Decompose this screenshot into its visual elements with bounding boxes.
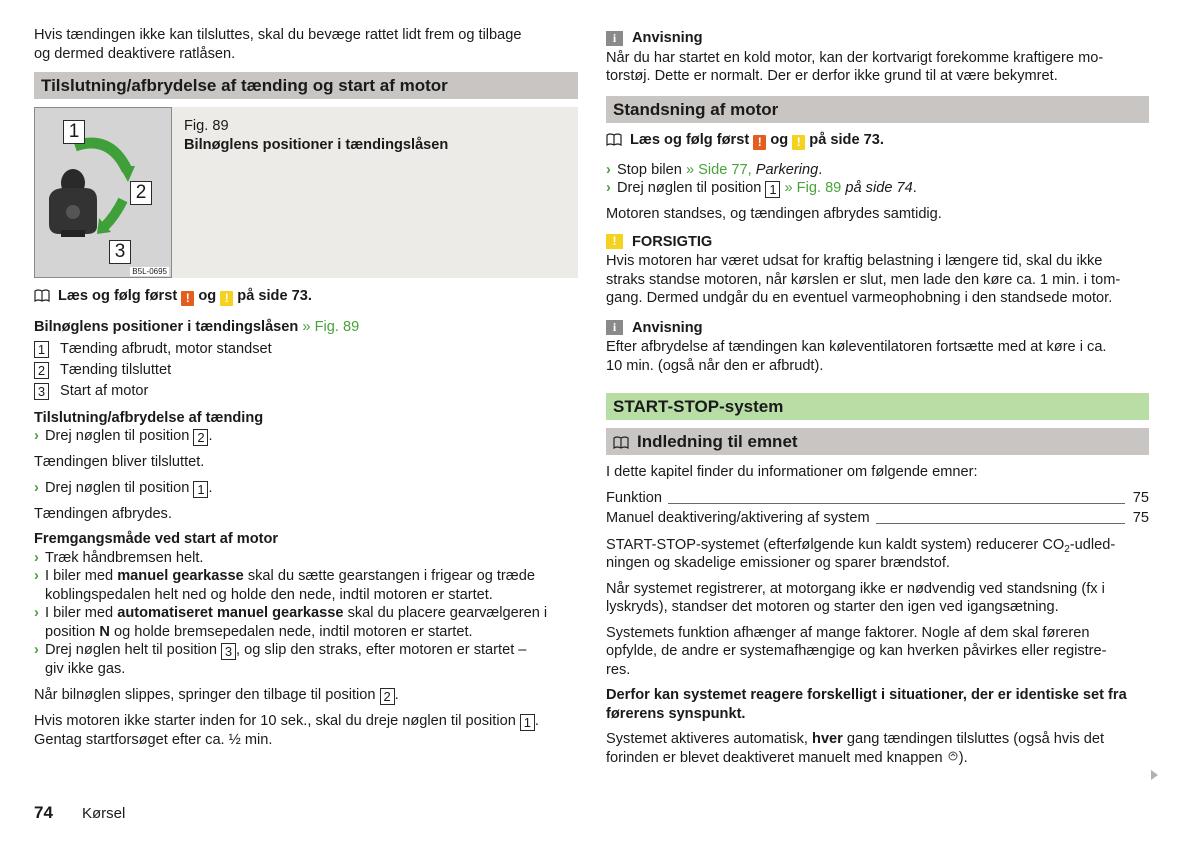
figure-89 (34, 107, 578, 278)
figure-marker-3: 3 (109, 240, 131, 264)
section-title-ignition: Tilslutning/afbrydelse af tænding og start af motor (34, 72, 578, 99)
figure-marker-1: 1 (63, 120, 85, 144)
next-page-arrow-icon[interactable] (1151, 770, 1158, 780)
warning-red-icon: ! (753, 135, 766, 150)
positions-legend (34, 339, 578, 402)
info-icon: i (606, 31, 623, 46)
note-text: Når du har startet en kold motor, kan der kortvarigt forekomme kraftigere mo- torstøj. Dette er normalt. Der er derfor ikke grund til at være bekymret. (606, 49, 1104, 84)
read-first-note: Læs og følg først ! og ! på side 73. (606, 131, 1149, 150)
caution-heading: ! FORSIGTIG (606, 233, 1149, 252)
warning-yellow-icon: ! (220, 291, 233, 306)
release-note: Når bilnøglen slippes, springer den tilbage til position 2 . (34, 686, 399, 704)
intro-paragraph: Hvis tændingen ikke kan tilsluttes, skal du bevæge rattet lidt frem og tilbage og dermed deaktivere ratlåsen. (34, 27, 522, 62)
book-icon (613, 436, 629, 449)
start-step: › I biler med automatiseret manuel gearkasse skal du placere gearvælgeren i position N og holde bremsepedalen nede, indtil motoren er startet. (34, 605, 548, 640)
info-icon: i (606, 320, 623, 335)
warning-red-icon: ! (181, 291, 194, 306)
figure-image-code: B5L-0695 (132, 267, 167, 276)
page-footer (34, 804, 125, 824)
figure-marker-2: 2 (130, 181, 152, 205)
paragraph: Systemets funktion afhænger af mange faktorer. Nogle af dem skal føreren opfylde, de andre er systemafhængige og kan hverken påvirkes eller registre- res. (606, 624, 1107, 678)
note-heading: i Anvisning (606, 29, 1149, 48)
figure-label: Fig. 89 (184, 118, 229, 134)
caution-text: Hvis motoren har været udsat for kraftig belastning i længere tid, skal du ikke straks standse motoren, når kørslen er slut, men lade den køre ca. 1 min. i tom- gang. Dermed undgår du en eventuel varmeophobning i den standsede motor. (606, 253, 1121, 306)
section-title-stop: Standsning af motor (606, 96, 1149, 123)
stop-result: Motoren standses, og tændingen afbrydes samtidig. (606, 206, 942, 222)
onoff-heading: Tilslutning/afbrydelse af tænding (34, 409, 264, 426)
note-heading: i Anvisning (606, 319, 1149, 338)
page-reference-link[interactable]: » Side 77, (685, 161, 752, 178)
book-icon (606, 133, 622, 146)
start-step: › Træk håndbremsen helt. (34, 549, 204, 566)
result-ignition-off: Tændingen afbrydes. (34, 505, 172, 522)
result-ignition-on: Tændingen bliver tilsluttet. (34, 454, 205, 470)
paragraph: Når systemet registrerer, at motorgang ikke er nødvendig ved standsning (fx i lyskryds), standser det motoren og starter den igen ved igangsætning. (606, 580, 1105, 615)
paragraph-bold: Derfor kan systemet reagere forskelligt i situationer, der er identiske set fra førerens synspunkt. (606, 687, 1127, 722)
subsection-title-intro: Indledning til emnet (606, 428, 1149, 455)
legend-item: 2 Tænding tilsluttet (34, 360, 578, 381)
page-number: 74 (34, 803, 53, 822)
warning-yellow-icon: ! (792, 135, 805, 150)
start-step: › Drej nøglen helt til position 3 , og slip den straks, efter motoren er startet – giv ikke gas. (34, 642, 527, 677)
intro-text: I dette kapitel finder du informationer om følgende emner: (606, 464, 978, 480)
book-icon (34, 289, 50, 302)
stop-step: › Drej nøglen til position 1 » Fig. 89 på side 74. (606, 180, 917, 197)
toc-item[interactable]: Manuel deaktivering/aktivering af system 75 (606, 510, 1149, 526)
fig-reference-link[interactable]: » Fig. 89 (302, 319, 360, 335)
fig-reference-link[interactable]: » Fig. 89 (784, 180, 842, 196)
read-first-note: Læs og følg først ! og ! på side 73. (34, 287, 578, 306)
toc-item[interactable]: Funktion 75 (606, 490, 1149, 506)
start-step: › I biler med manuel gearkasse skal du sætte gearstangen i frigear og træde koblingspedalen helt ned og holde den nede, indtil motoren er startet. (34, 568, 536, 603)
start-heading: Fremgangsmåde ved start af motor (34, 531, 279, 547)
section-title-start-stop: START-STOP-system (606, 393, 1149, 420)
figure-caption (172, 107, 460, 278)
note-text: Efter afbrydelse af tændingen kan køleventilatoren fortsætte med at køre i ca. 10 min. (også når den er afbrudt). (606, 339, 1107, 374)
legend-item: 3 Start af motor (34, 381, 578, 402)
figure-caption-text: Bilnøglens positioner i tændingslåsen (184, 136, 449, 153)
caution-icon: ! (606, 234, 623, 249)
figure-image (34, 107, 172, 278)
positions-heading: Bilnøglens positioner i tændingslåsen » Fig. 89 (34, 319, 360, 335)
step-ignition-off: › Drej nøglen til position 1 . (34, 479, 213, 497)
left-column (34, 26, 578, 756)
start-stop-button-icon (947, 751, 959, 763)
stop-step: › Stop bilen » Side 77, Parkering. (606, 161, 823, 178)
step-ignition-on: › Drej nøglen til position 2 . (34, 428, 213, 445)
legend-item: 1 Tænding afbrudt, motor standset (34, 339, 578, 360)
paragraph: START-STOP-systemet (efterfølgende kun kaldt system) reducerer $CO_2-udled-$ ningen og skadelige emissioner og sparer brændstof. (606, 536, 1116, 571)
chapter-name: Kørsel (82, 805, 126, 822)
right-column (606, 26, 1149, 774)
paragraph: Systemet aktiveres automatisk, hver gang tændingen tilsluttes (også hvis det forinden er blevet deaktiveret manuelt med knappen ). (606, 731, 1105, 766)
retry-note: Hvis motoren ikke starter inden for 10 sek., skal du dreje nøglen til position 1 . Gentag startforsøget efter ca. ½ min. (34, 712, 539, 748)
